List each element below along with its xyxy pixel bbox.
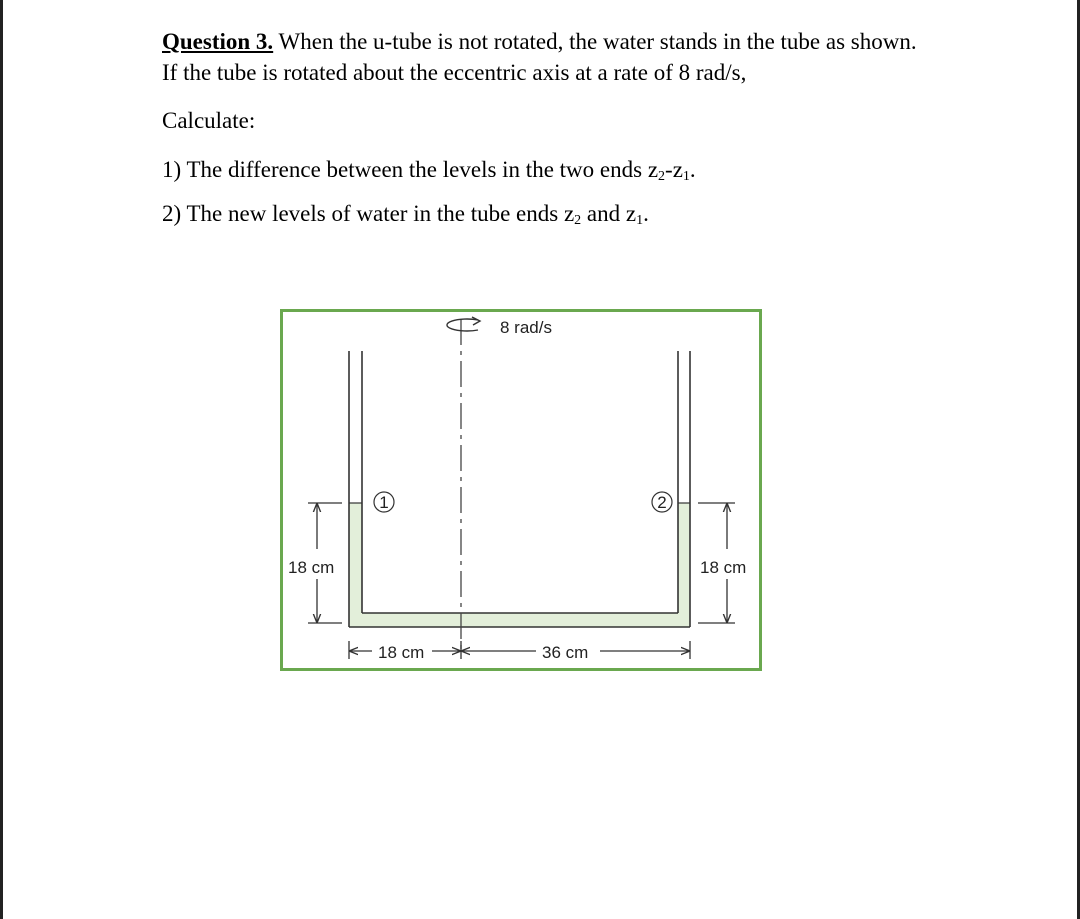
subscript: 2: [574, 213, 582, 228]
question-text: [162, 26, 922, 229]
task-item-2: [162, 198, 922, 229]
task-item-1: [162, 154, 922, 185]
task-item-2-text: 2) The new levels of water in the tube ends: [162, 201, 564, 226]
svg-text:1: 1: [379, 493, 389, 512]
period: .: [689, 157, 696, 182]
svg-text:2: 2: [657, 493, 667, 512]
right-width-label: 36 cm: [542, 643, 589, 662]
subscript: 1: [682, 169, 690, 184]
question-intro: [162, 26, 922, 88]
right-height-label: 18 cm: [700, 558, 747, 577]
marker-1: [374, 492, 394, 512]
left-height-label: 18 cm: [288, 558, 335, 577]
and-text: and: [581, 201, 626, 226]
subscript: 1: [636, 213, 644, 228]
var-z: z: [625, 201, 637, 226]
var-z: z: [647, 157, 659, 182]
marker-2: [652, 492, 672, 512]
var-z: z: [672, 157, 683, 182]
left-width-label: 18 cm: [378, 643, 425, 662]
subscript: 2: [658, 169, 666, 184]
var-z: z: [563, 201, 575, 226]
question-intro-text: When the u-tube is not rotated, the water stands in the tube as shown. If the tube is rotated about the eccentric axis at a rate of 8 rad/s,: [162, 29, 917, 85]
u-tube-figure: [280, 309, 762, 671]
calculate-heading: Calculate:: [162, 108, 256, 133]
period: .: [643, 201, 649, 226]
dash: -: [665, 157, 673, 182]
task-item-1-text: 1) The difference between the levels in the two ends: [162, 157, 648, 182]
rotation-rate-label: 8 rad/s: [500, 318, 552, 337]
page-edge-left: [0, 0, 3, 919]
question-label: Question 3.: [162, 29, 274, 54]
